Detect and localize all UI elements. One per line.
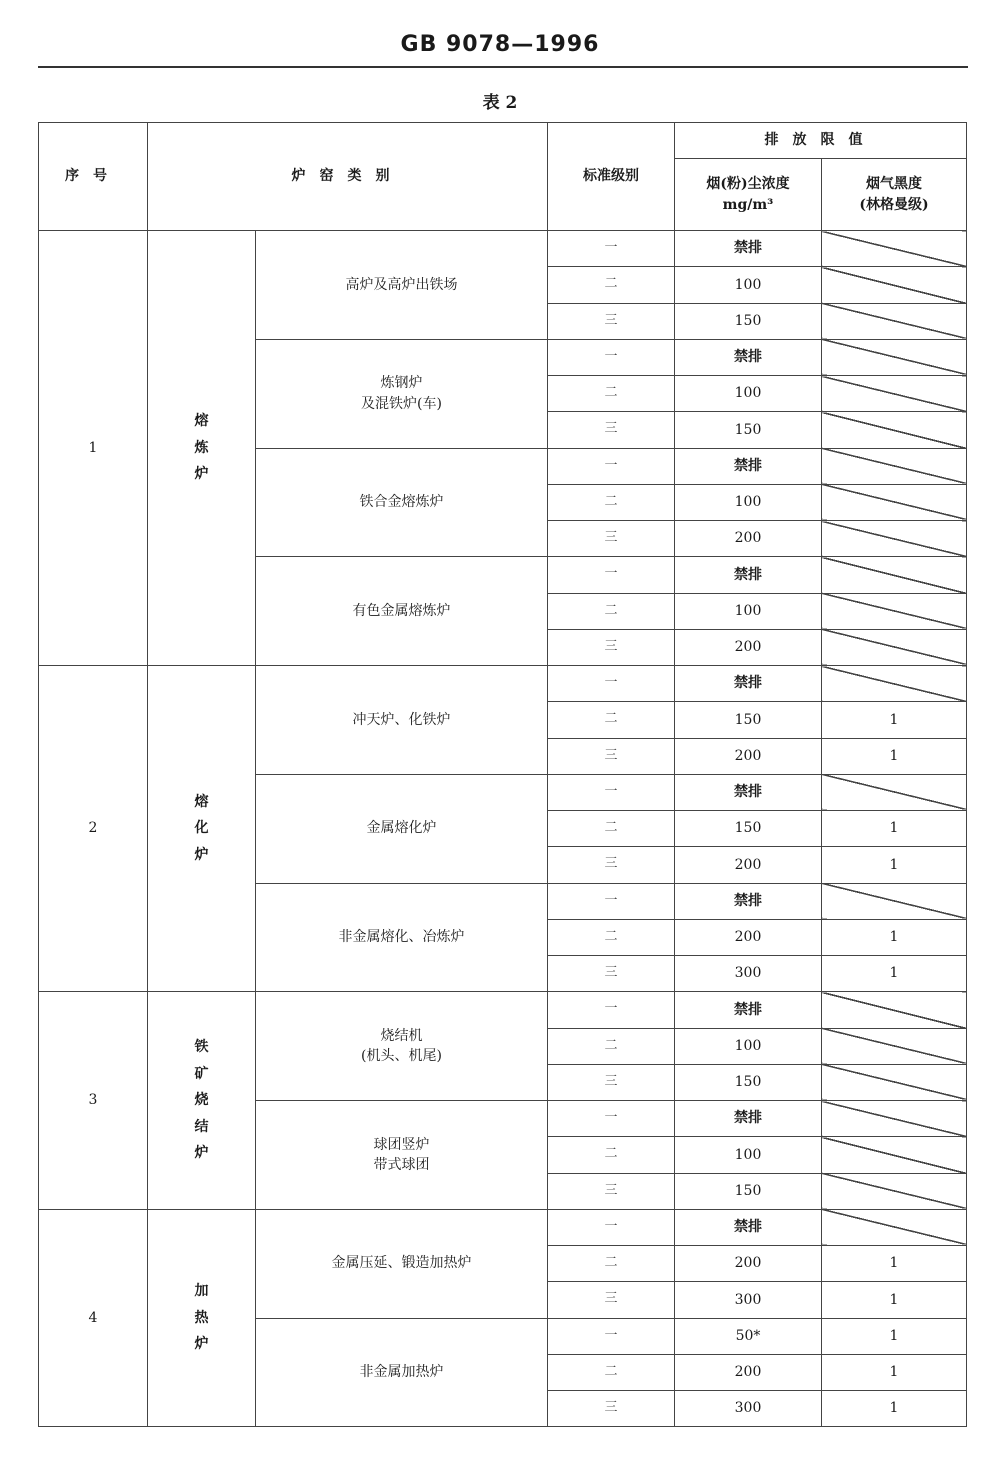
- seq-number: 4: [39, 1209, 148, 1427]
- dust-limit: 200: [675, 1354, 822, 1390]
- dust-limit: 100: [675, 484, 822, 520]
- dust-limit: 300: [675, 956, 822, 992]
- dust-limit: 禁排: [675, 883, 822, 919]
- furnace-category: [148, 1209, 256, 1427]
- blackness-limit: 1: [822, 811, 967, 847]
- blackness-limit: 1: [822, 919, 967, 955]
- blackness-limit: [822, 303, 967, 339]
- standard-level: 三: [548, 1173, 675, 1209]
- standard-level: 一: [548, 1101, 675, 1137]
- dust-limit: 禁排: [675, 231, 822, 267]
- blackness-limit: 1: [822, 847, 967, 883]
- category-char: 热: [194, 1309, 209, 1326]
- standard-level: 二: [548, 1246, 675, 1282]
- header-smoke-blackness: [822, 159, 967, 231]
- furnace-subtype: [256, 774, 548, 883]
- blackness-limit: 1: [822, 1282, 967, 1318]
- dust-limit: 200: [675, 1246, 822, 1282]
- standard-level: 一: [548, 557, 675, 593]
- dust-limit: 150: [675, 811, 822, 847]
- blackness-limit: [822, 231, 967, 267]
- blackness-limit: [822, 1209, 967, 1245]
- blackness-limit: 1: [822, 1354, 967, 1390]
- furnace-category: [148, 666, 256, 992]
- blackness-limit: [822, 267, 967, 303]
- subtype-name-line: 带式球团: [373, 1156, 430, 1173]
- standard-level: 一: [548, 1209, 675, 1245]
- subtype-name-line: 有色金属熔炼炉: [352, 602, 451, 619]
- dust-limit: 200: [675, 521, 822, 557]
- header-dust-concentration: [675, 159, 822, 231]
- blackness-limit: [822, 339, 967, 375]
- subtype-name-line: 高炉及高炉出铁场: [345, 276, 458, 293]
- standard-level: 二: [548, 702, 675, 738]
- furnace-category: [148, 231, 256, 666]
- blackness-limit: [822, 883, 967, 919]
- dust-limit: 150: [675, 303, 822, 339]
- dust-limit: 禁排: [675, 1101, 822, 1137]
- blackness-limit: 1: [822, 702, 967, 738]
- subtype-name-line: 金属压延、锻造加热炉: [331, 1255, 472, 1272]
- seq-number: 3: [39, 992, 148, 1210]
- standard-level: 二: [548, 484, 675, 520]
- standard-level: 二: [548, 267, 675, 303]
- standard-level: 三: [548, 521, 675, 557]
- subtype-name-line: 炼钢炉: [380, 375, 423, 392]
- header-furnace-type: 炉窑类别: [148, 123, 548, 231]
- standard-level: 二: [548, 919, 675, 955]
- standard-level: 一: [548, 448, 675, 484]
- category-char: 结: [194, 1118, 209, 1135]
- dust-limit: 禁排: [675, 666, 822, 702]
- blackness-limit: [822, 376, 967, 412]
- standard-level: 二: [548, 1354, 675, 1390]
- blackness-limit: [822, 629, 967, 665]
- smoke-blackness-label: 烟气黑度: [866, 176, 922, 193]
- subtype-name-line: 非金属加热炉: [359, 1364, 444, 1381]
- dust-limit: 150: [675, 412, 822, 448]
- subtype-name-line: 金属熔化炉: [366, 820, 437, 837]
- category-char: 炉: [194, 1145, 209, 1162]
- dust-concentration-label: 烟(粉)尘浓度: [706, 176, 790, 193]
- subtype-name-line: 烧结机: [380, 1027, 423, 1044]
- blackness-limit: [822, 521, 967, 557]
- dust-limit: 150: [675, 1173, 822, 1209]
- blackness-limit: [822, 992, 967, 1028]
- blackness-limit: [822, 1064, 967, 1100]
- standard-level: 一: [548, 992, 675, 1028]
- category-char: 炉: [194, 1336, 209, 1353]
- standard-level: 三: [548, 738, 675, 774]
- blackness-limit: [822, 1101, 967, 1137]
- furnace-subtype: [256, 666, 548, 775]
- blackness-limit: 1: [822, 956, 967, 992]
- blackness-limit: [822, 1173, 967, 1209]
- standard-level: 三: [548, 629, 675, 665]
- dust-limit: 禁排: [675, 557, 822, 593]
- subtype-name-line: 及混铁炉(车): [361, 395, 442, 412]
- standard-level: 三: [548, 1391, 675, 1427]
- blackness-limit: [822, 484, 967, 520]
- dust-limit: 禁排: [675, 1209, 822, 1245]
- dust-limit: 200: [675, 738, 822, 774]
- furnace-subtype: [256, 1318, 548, 1427]
- category-char: 炼: [194, 439, 209, 456]
- category-char: 炉: [194, 846, 209, 863]
- table-row: [39, 992, 967, 1028]
- dust-limit: 200: [675, 847, 822, 883]
- dust-concentration-unit: mg/m³: [722, 196, 774, 213]
- standard-level: 一: [548, 883, 675, 919]
- blackness-limit: [822, 557, 967, 593]
- dust-limit: 100: [675, 1137, 822, 1173]
- category-char: 铁: [194, 1039, 209, 1056]
- subtype-name-line: 铁合金熔炼炉: [359, 494, 444, 511]
- standard-level: 三: [548, 412, 675, 448]
- emission-limits-table: [38, 122, 967, 1427]
- standard-level: 二: [548, 1137, 675, 1173]
- subtype-name-line: 冲天炉、化铁炉: [352, 711, 451, 728]
- dust-limit: 300: [675, 1391, 822, 1427]
- table-row: [39, 1209, 967, 1245]
- blackness-limit: 1: [822, 1318, 967, 1354]
- standard-level: 三: [548, 303, 675, 339]
- standard-level: 二: [548, 811, 675, 847]
- standard-level: 一: [548, 339, 675, 375]
- dust-limit: 禁排: [675, 448, 822, 484]
- blackness-limit: [822, 448, 967, 484]
- category-char: 化: [194, 820, 209, 837]
- blackness-limit: 1: [822, 738, 967, 774]
- category-char: 加: [194, 1283, 209, 1300]
- category-char: 烧: [194, 1092, 209, 1109]
- category-char: 熔: [194, 793, 209, 810]
- furnace-category: [148, 992, 256, 1210]
- seq-number: 2: [39, 666, 148, 992]
- dust-limit: 100: [675, 267, 822, 303]
- furnace-subtype: [256, 992, 548, 1101]
- category-char: 熔: [194, 413, 209, 430]
- dust-limit: 禁排: [675, 774, 822, 810]
- blackness-limit: [822, 666, 967, 702]
- dust-limit: 100: [675, 1028, 822, 1064]
- header-standard-level: 标准级别: [548, 123, 675, 231]
- subtype-name-line: 非金属熔化、冶炼炉: [338, 929, 465, 946]
- standard-level: 二: [548, 376, 675, 412]
- furnace-subtype: [256, 557, 548, 666]
- subtype-name-line: (机头、机尾): [361, 1048, 442, 1065]
- blackness-limit: 1: [822, 1391, 967, 1427]
- furnace-subtype: [256, 883, 548, 992]
- standard-code: GB 9078—1996: [400, 32, 600, 57]
- furnace-subtype: [256, 448, 548, 557]
- header-seq: 序号: [39, 123, 148, 231]
- header-emission-limit: 排放限值: [675, 123, 967, 159]
- standard-level: 三: [548, 1282, 675, 1318]
- blackness-limit: [822, 774, 967, 810]
- blackness-limit: [822, 1137, 967, 1173]
- standard-level: 三: [548, 1064, 675, 1100]
- subtype-name-line: 球团竖炉: [373, 1136, 430, 1153]
- furnace-subtype: [256, 339, 548, 448]
- dust-limit: 100: [675, 376, 822, 412]
- dust-limit: 200: [675, 629, 822, 665]
- blackness-limit: [822, 412, 967, 448]
- table-title: 表 2: [482, 93, 518, 113]
- dust-limit: 禁排: [675, 992, 822, 1028]
- table-row: [39, 666, 967, 702]
- blackness-limit: [822, 593, 967, 629]
- smoke-blackness-unit: (林格曼级): [859, 196, 929, 213]
- furnace-subtype: [256, 231, 548, 340]
- dust-limit: 禁排: [675, 339, 822, 375]
- dust-limit: 200: [675, 919, 822, 955]
- furnace-subtype: [256, 1101, 548, 1210]
- dust-limit: 300: [675, 1282, 822, 1318]
- category-char: 炉: [194, 466, 209, 483]
- seq-number: 1: [39, 231, 148, 666]
- blackness-limit: [822, 1028, 967, 1064]
- standard-level: 二: [548, 593, 675, 629]
- dust-limit: 150: [675, 702, 822, 738]
- standard-level: 一: [548, 774, 675, 810]
- blackness-limit: 1: [822, 1246, 967, 1282]
- header-rule: [38, 66, 968, 68]
- standard-level: 一: [548, 1318, 675, 1354]
- furnace-subtype: [256, 1209, 548, 1318]
- dust-limit: 150: [675, 1064, 822, 1100]
- table-row: [39, 231, 967, 267]
- standard-level: 三: [548, 956, 675, 992]
- category-char: 矿: [194, 1065, 209, 1082]
- standard-level: 一: [548, 231, 675, 267]
- standard-level: 二: [548, 1028, 675, 1064]
- standard-level: 一: [548, 666, 675, 702]
- standard-level: 三: [548, 847, 675, 883]
- dust-limit: 50*: [675, 1318, 822, 1354]
- dust-limit: 100: [675, 593, 822, 629]
